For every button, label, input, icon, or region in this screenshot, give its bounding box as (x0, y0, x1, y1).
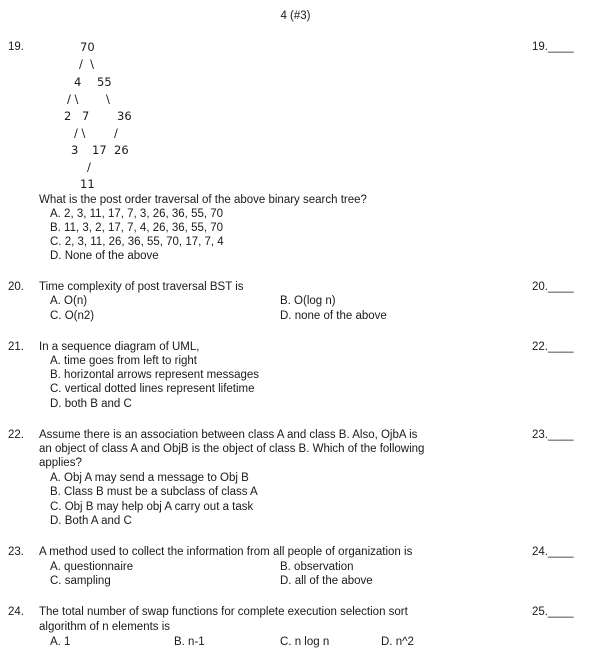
question-21-option-d[interactable]: D. both B and C (50, 398, 132, 410)
question-22-option-b[interactable]: B. Class B must be a subclass of class A (50, 486, 258, 498)
question-24-option-d[interactable]: D. n^2 (381, 636, 414, 648)
tree-node-3: 3 (71, 143, 79, 157)
tree-node-17: 17 (92, 143, 107, 157)
question-24-text-line-1: The total number of swap functions for complete execution selection sort (39, 606, 408, 618)
tree-node-36: 36 (117, 109, 132, 123)
tree-edge-55: \ (106, 92, 110, 106)
question-22-number: 22. (8, 429, 24, 441)
question-19-option-a[interactable]: A. 2, 3, 11, 17, 7, 3, 26, 36, 55, 70 (50, 208, 224, 220)
question-23-option-d[interactable]: D. all of the above (280, 575, 373, 587)
question-24-answer-blank[interactable]: 25.____ (532, 606, 574, 618)
tree-node-70: 70 (80, 40, 95, 54)
question-23-option-b[interactable]: B. observation (280, 561, 354, 573)
question-24-option-c[interactable]: C. n log n (280, 636, 330, 648)
question-20-answer-blank[interactable]: 20.____ (532, 281, 574, 293)
question-22-option-d[interactable]: D. Both A and C (50, 515, 132, 527)
question-19-number: 19. (8, 41, 24, 53)
tree-node-4: 4 (74, 75, 82, 89)
question-20-option-a[interactable]: A. O(n) (50, 295, 88, 307)
question-24-text-line-2: algorithm of n elements is (39, 621, 171, 633)
tree-node-7: 7 (82, 109, 90, 123)
question-24-number: 24. (8, 606, 24, 618)
question-20-option-b[interactable]: B. O(log n) (280, 295, 336, 307)
question-22-option-c[interactable]: C. Obj B may help obj A carry out a task (50, 501, 254, 513)
tree-edge-36: / (114, 126, 118, 140)
question-19-answer-blank[interactable]: 19.____ (532, 41, 574, 53)
question-23-option-c[interactable]: C. sampling (50, 575, 111, 587)
question-22-text-line-1: Assume there is an association between class A and class B. Also, OjbA is (39, 429, 418, 441)
tree-node-2: 2 (64, 109, 72, 123)
question-21-number: 21. (8, 341, 24, 353)
question-19-text: What is the post order traversal of the above binary search tree? (39, 194, 367, 206)
question-21-text: In a sequence diagram of UML, (39, 341, 200, 353)
question-20-option-c[interactable]: C. O(n2) (50, 310, 95, 322)
question-21-option-b[interactable]: B. horizontal arrows represent messages (50, 369, 260, 381)
tree-edges-4: / \ (67, 92, 79, 106)
question-22-text-line-2: an object of class A and ObjB is the object of class B. Which of the following (39, 443, 425, 455)
tree-node-26: 26 (114, 143, 129, 157)
question-21-option-c[interactable]: C. vertical dotted lines represent lifetime (50, 383, 255, 395)
question-20-text: Time complexity of post traversal BST is (39, 281, 244, 293)
question-19-option-b[interactable]: B. 11, 3, 2, 17, 7, 4, 26, 36, 55, 70 (50, 222, 224, 234)
question-21-option-a[interactable]: A. time goes from left to right (50, 355, 198, 367)
question-24-option-a[interactable]: A. 1 (50, 636, 71, 648)
question-19-option-c[interactable]: C. 2, 3, 11, 26, 36, 55, 70, 17, 7, 4 (50, 236, 224, 248)
question-19-option-d[interactable]: D. None of the above (50, 250, 159, 262)
tree-edges-7: / \ (74, 126, 86, 140)
question-23-number: 23. (8, 546, 24, 558)
question-22-answer-blank[interactable]: 23.____ (532, 429, 574, 441)
question-22-text-line-3: applies? (39, 457, 82, 469)
tree-edge-17: / (87, 160, 91, 174)
page-header: 4 (#3) (280, 10, 311, 22)
question-22-option-a[interactable]: A. Obj A may send a message to Obj B (50, 472, 249, 484)
question-23-answer-blank[interactable]: 24.____ (532, 546, 574, 558)
question-20-number: 20. (8, 281, 24, 293)
tree-node-11: 11 (80, 177, 95, 191)
question-24-option-b[interactable]: B. n-1 (174, 636, 205, 648)
tree-node-55: 55 (97, 75, 112, 89)
question-23-text: A method used to collect the information from all people of organization is (39, 546, 413, 558)
question-20-option-d[interactable]: D. none of the above (280, 310, 387, 322)
question-23-option-a[interactable]: A. questionnaire (50, 561, 134, 573)
question-21-answer-blank[interactable]: 22.____ (532, 341, 574, 353)
tree-edges-70: / \ (79, 57, 95, 71)
